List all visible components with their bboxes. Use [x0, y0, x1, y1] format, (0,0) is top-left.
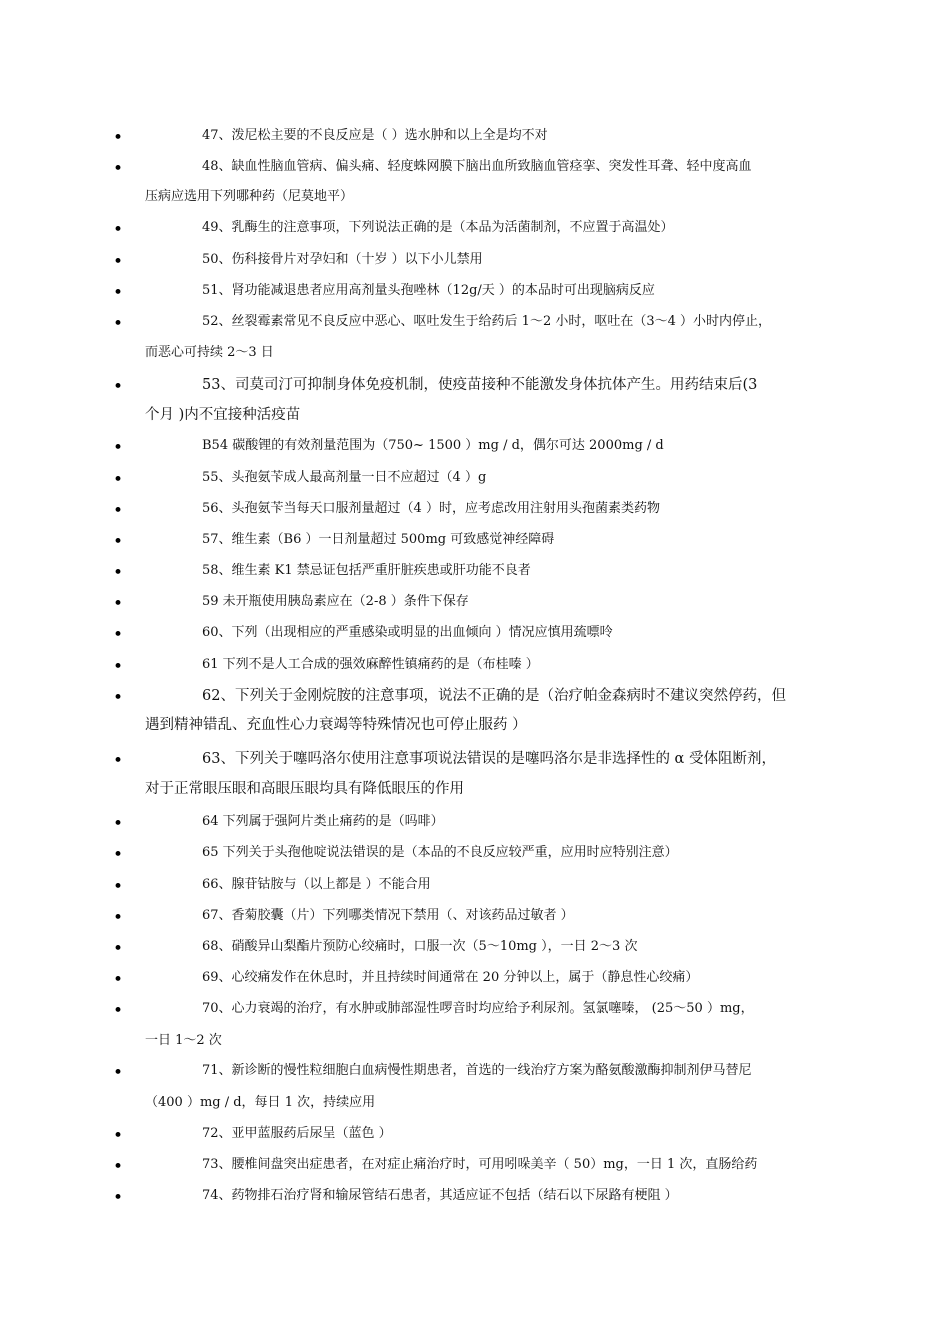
item-text: 62、下列关于金刚烷胺的注意事项，说法不正确的是（治疗帕金森病时不建议突然停药，但: [202, 688, 786, 704]
item-text: 53、司莫司汀可抑制身体免疫机制，使疫苗接种不能激发身体抗体产生。用药结束后(3: [202, 377, 758, 393]
bullet-icon: •: [113, 1001, 124, 1021]
bullet-icon: •: [113, 220, 124, 240]
bullet-icon: •: [113, 751, 124, 771]
bullet-icon: •: [113, 283, 124, 303]
item-text: 55、头孢氨苄成人最高剂量一日不应超过（4 ）g: [202, 470, 487, 485]
bullet-icon: •: [113, 501, 124, 521]
item-text: 70、心力衰竭的治疗，有水肿或肺部湿性啰音时均应给予利尿剂。氢氯噻嗪， (25～50 ）mg，: [202, 1001, 754, 1016]
item-text: 47、泼尼松主要的不良反应是（ ）选水肿和以上全是均不对: [202, 128, 548, 143]
item-text: 65 下列关于头孢他啶说法错误的是（本品的不良反应较严重，应用时应特别注意）: [202, 845, 678, 860]
bullet-icon: •: [113, 532, 124, 552]
bullet-icon: •: [113, 252, 124, 272]
bullet-icon: •: [113, 1063, 124, 1083]
item-text: 67、香菊胶囊（片）下列哪类情况下禁用（、对该药品过敏者 ）: [202, 908, 574, 923]
item-text: 52、丝裂霉素常见不良反应中恶心、呕吐发生于给药后 1～2 小时，呕吐在（3～4 ）小时内停止，: [202, 314, 772, 329]
item-text: B54 碳酸锂的有效剂量范围为（750~ 1500 ）mg / d，偶尔可达 2000mg / d: [202, 438, 664, 453]
item-text: 50、伤科接骨片对孕妇和（十岁 ）以下小儿禁用: [202, 252, 483, 267]
bullet-icon: •: [113, 159, 124, 179]
bullet-icon: •: [113, 1188, 124, 1208]
item-text: 74、药物排石治疗肾和输尿管结石患者，其适应证不包括（结石以下尿路有梗阻 ）: [202, 1188, 678, 1203]
bullet-icon: •: [113, 908, 124, 928]
item-text: 66、腺苷钴胺与（以上都是 ）不能合用: [202, 877, 431, 892]
item-text: 63、下列关于噻吗洛尔使用注意事项说法错误的是噻吗洛尔是非选择性的 α 受体阻断剂，: [202, 751, 776, 767]
item-text: 68、硝酸异山梨酯片预防心绞痛时，口服一次（5～10mg ），一日 2～3 次: [202, 939, 638, 954]
item-text: 49、乳酶生的注意事项，下列说法正确的是（本品为活菌制剂，不应置于高温处）: [202, 220, 674, 235]
bullet-icon: •: [113, 1126, 124, 1146]
item-text: 51、肾功能减退患者应用高剂量头孢唑林（12g/天 ）的本品时可出现脑病反应: [202, 283, 655, 298]
item-text: 56、头孢氨苄当每天口服剂量超过（4 ）时，应考虑改用注射用头孢菌素类药物: [202, 501, 660, 516]
item-text-continuation: 压病应选用下列哪种药（尼莫地平）: [145, 189, 354, 204]
bullet-icon: •: [113, 128, 124, 148]
bullet-icon: •: [113, 625, 124, 645]
item-text: 73、腰椎间盘突出症患者，在对症止痛治疗时，可用吲哚美辛（ 50）mg，一日 1 次，直肠给药: [202, 1157, 758, 1172]
item-text: 72、亚甲蓝服药后尿呈（蓝色 ）: [202, 1126, 392, 1141]
bullet-icon: •: [113, 594, 124, 614]
bullet-icon: •: [113, 970, 124, 990]
bullet-icon: •: [113, 470, 124, 490]
item-text: 48、缺血性脑血管病、偏头痛、轻度蛛网膜下脑出血所致脑血管痉挛、突发性耳聋、轻中度高血: [202, 159, 752, 174]
bullet-icon: •: [113, 845, 124, 865]
bullet-icon: •: [113, 657, 124, 677]
item-text: 64 下列属于强阿片类止痛药的是（吗啡）: [202, 814, 444, 829]
item-text-continuation: 对于正常眼压眼和高眼压眼均具有降低眼压的作用: [145, 781, 464, 797]
item-text: 71、新诊断的慢性粒细胞白血病慢性期患者，首选的一线治疗方案为酪氨酸激酶抑制剂伊马替尼: [202, 1063, 752, 1078]
item-text: 58、维生素 K1 禁忌证包括严重肝脏疾患或肝功能不良者: [202, 563, 531, 578]
item-text-continuation: （400 ）mg / d，每日 1 次，持续应用: [145, 1095, 376, 1110]
bullet-icon: •: [113, 438, 124, 458]
bullet-icon: •: [113, 314, 124, 334]
bullet-icon: •: [113, 377, 124, 397]
item-text: 61 下列不是人工合成的强效麻醉性镇痛药的是（布桂嗪 ）: [202, 657, 539, 672]
item-text: 57、维生素（B6 ）一日剂量超过 500mg 可致感觉神经障碍: [202, 532, 555, 547]
item-text-continuation: 遇到精神错乱、充血性心力衰竭等特殊情况也可停止服药 ）: [145, 717, 527, 733]
bullet-icon: •: [113, 939, 124, 959]
item-text-continuation: 一日 1～2 次: [145, 1033, 222, 1048]
item-text-continuation: 个月 )内不宜接种活疫苗: [145, 407, 301, 423]
item-text-continuation: 而恶心可持续 2～3 日: [145, 345, 274, 360]
bullet-icon: •: [113, 563, 124, 583]
bullet-icon: •: [113, 688, 124, 708]
bullet-icon: •: [113, 814, 124, 834]
bullet-icon: •: [113, 1157, 124, 1177]
item-text: 60、下列（出现相应的严重感染或明显的出血倾向 ）情况应慎用巯嘌呤: [202, 625, 613, 640]
item-text: 69、心绞痛发作在休息时，并且持续时间通常在 20 分钟以上，属于（静息性心绞痛）: [202, 970, 699, 985]
item-text: 59 未开瓶使用胰岛素应在（2-8 ）条件下保存: [202, 594, 469, 609]
bullet-icon: •: [113, 877, 124, 897]
